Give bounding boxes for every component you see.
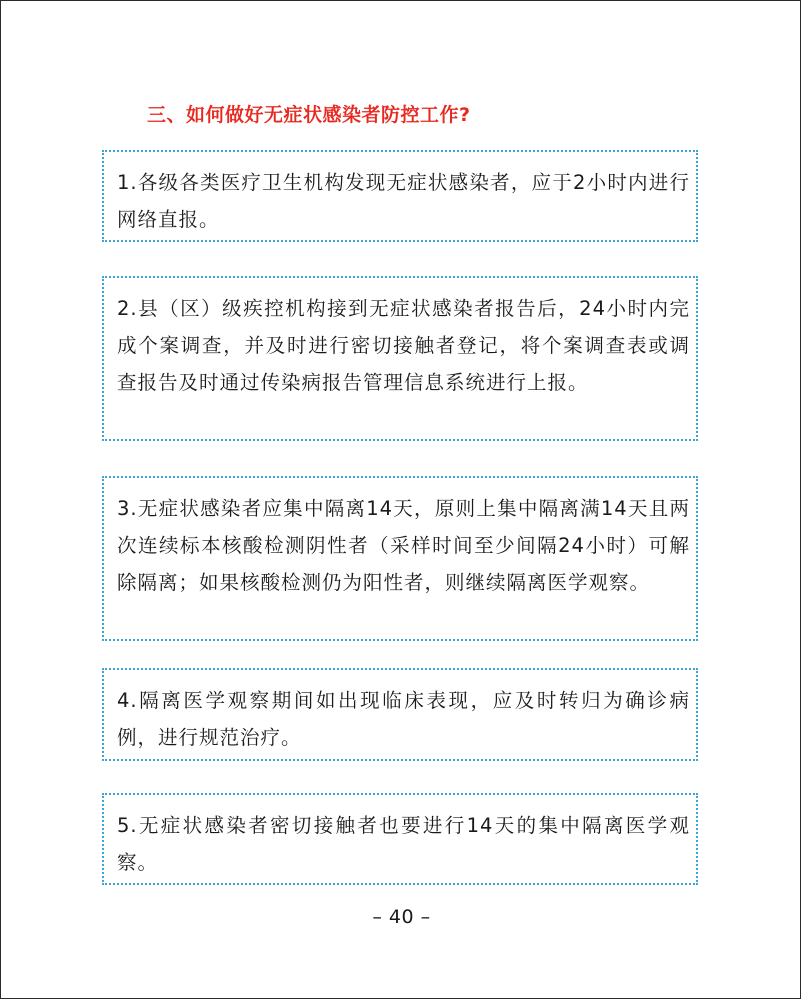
guideline-item-5	[102, 793, 698, 885]
section-title: 三、如何做好无症状感染者防控工作?	[147, 104, 471, 126]
guideline-item-3	[102, 476, 698, 641]
guideline-item-2-text: 2.县（区）级疾控机构接到无症状感染者报告后，24小时内完成个案调查，并及时进行密切接触者登记，将个案调查表或调查报告及时通过传染病报告管理信息系统进行上报。	[117, 297, 690, 394]
guideline-item-4-text: 4.隔离医学观察期间如出现临床表现，应及时转归为确诊病例，进行规范治疗。	[117, 689, 690, 749]
guideline-item-5-text: 5.无症状感染者密切接触者也要进行14天的集中隔离医学观察。	[117, 814, 690, 874]
guideline-item-2	[102, 276, 698, 441]
guideline-item-1-text: 1.各级各类医疗卫生机构发现无症状感染者，应于2小时内进行网络直报。	[117, 171, 690, 231]
guideline-item-3-text: 3.无症状感染者应集中隔离14天，原则上集中隔离满14天且两次连续标本核酸检测阴性者（采样时间至少间隔24小时）可解除隔离；如果核酸检测仍为阳性者，则继续隔离医学观察。	[117, 497, 690, 594]
guideline-item-1	[102, 150, 698, 242]
guideline-item-4	[102, 668, 698, 761]
page-number: – 40 –	[372, 906, 431, 928]
